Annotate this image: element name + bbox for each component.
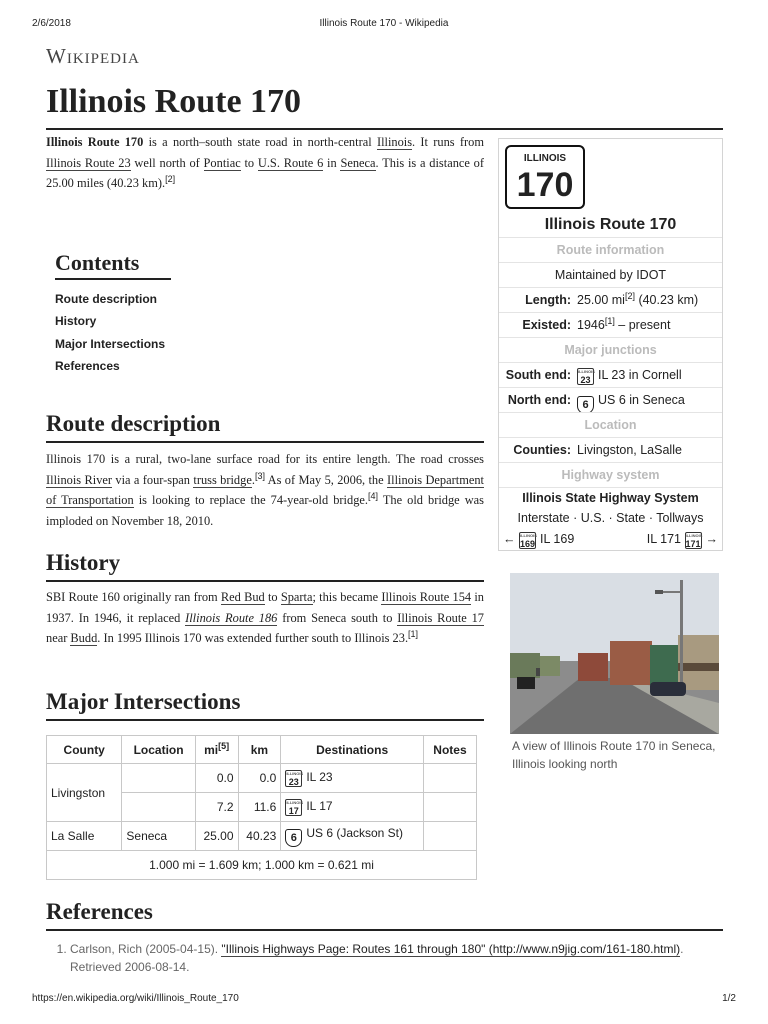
print-url: https://en.wikipedia.org/wiki/Illinois_Route_170 — [32, 993, 239, 1004]
page-title: Illinois Route 170 — [46, 82, 723, 130]
link-il154[interactable]: Illinois Route 154 — [381, 590, 472, 604]
il-23-shield-icon[interactable]: ILLINOIS 23 — [578, 369, 595, 385]
existed-value: 1946 — [577, 318, 605, 332]
cell-notes — [423, 822, 476, 851]
prev-route-link[interactable] — [503, 528, 574, 550]
rd-text-3: . — [251, 472, 255, 487]
cell-mi: 0.0 — [195, 764, 238, 793]
infobox-existed-row — [499, 312, 722, 337]
existed-rest: – present — [614, 318, 671, 332]
cell-km: 40.23 — [238, 822, 281, 851]
heading-history: History — [46, 549, 484, 582]
counties-value[interactable]: Livingston, LaSalle — [577, 443, 682, 457]
dest-label[interactable]: IL 23 — [306, 769, 333, 784]
link-seneca[interactable]: Seneca — [340, 155, 376, 170]
print-title: Illinois Route 170 - Wikipedia — [319, 18, 449, 29]
existed-value-group — [577, 313, 722, 337]
heading-route-description: Route description — [46, 410, 484, 443]
hist-text-3: ; this became — [312, 590, 382, 604]
infobox-system-header[interactable]: Highway system — [499, 462, 722, 487]
link-budd[interactable]: Budd — [70, 631, 98, 645]
toc-title: Contents — [55, 250, 171, 280]
ref-end: . — [680, 942, 684, 956]
table-of-contents — [55, 250, 171, 377]
il-169-shield-icon: ILLINOIS 169 — [519, 533, 537, 549]
toc-item-route-description[interactable]: Route description — [55, 292, 158, 306]
heading-references: References — [46, 898, 723, 931]
existed-cite[interactable]: [1] — [604, 315, 615, 326]
wikipedia-wordmark[interactable]: Wikipedia — [46, 44, 140, 68]
il-171-shield-icon: ILLINOIS 171 — [685, 533, 703, 549]
hist-text-5: from Seneca south to — [277, 610, 398, 625]
table-footer-row — [47, 851, 477, 880]
cell-mi: 7.2 — [195, 793, 238, 822]
prev-shield-number: 169 — [519, 539, 536, 549]
heading-major-intersections: Major Intersections — [46, 688, 484, 721]
prev-arrow-icon: ← — [503, 532, 516, 546]
hist-text-4: in 1937. In 1946, it replaced — [46, 590, 484, 625]
intersections-table — [46, 735, 477, 880]
link-idot[interactable]: Illinois Department of Transportation — [46, 472, 484, 507]
infobox-length-row — [499, 287, 722, 312]
col-mi-label: mi — [204, 742, 219, 757]
next-shield-number: 171 — [685, 539, 701, 549]
dest-label[interactable]: IL 17 — [306, 798, 333, 813]
table-row — [47, 764, 477, 793]
cell-location — [122, 793, 195, 822]
print-date: 2/6/2018 — [32, 18, 71, 29]
length-value: 25.00 mi — [577, 293, 625, 307]
link-illinois[interactable]: Illinois — [376, 135, 413, 149]
intro-text-3: well north of — [130, 155, 204, 170]
shield-route-number: 170 — [516, 166, 574, 204]
south-end-label: South end: — [505, 368, 571, 382]
dest-shield-number: 17 — [288, 805, 299, 816]
col-location: Location — [122, 736, 195, 764]
shield-state-label: ILLINOIS — [523, 153, 567, 164]
rd-text-2: via a four-span — [112, 472, 194, 487]
north-end-value[interactable]: US 6 in Seneca — [598, 393, 685, 407]
cell-location[interactable]: Seneca — [122, 822, 195, 851]
intro-paragraph — [46, 132, 484, 194]
citation-2[interactable]: [2] — [165, 173, 176, 184]
existed-label: Existed: — [522, 318, 571, 332]
prev-route-label: IL 169 — [539, 532, 575, 546]
cell-destination — [281, 793, 424, 822]
reference-item — [70, 940, 726, 976]
infobox-junctions-header[interactable]: Major junctions — [499, 337, 722, 362]
infobox-location-header[interactable]: Location — [499, 412, 722, 437]
route-description-paragraph — [46, 449, 484, 531]
hist-text-1: SBI Route 160 originally ran from — [46, 590, 221, 604]
col-km: km — [238, 736, 281, 764]
history-paragraph — [46, 587, 484, 649]
citation-1[interactable]: [1] — [408, 628, 419, 639]
rd-text-5: is looking to replace the 74-year-old bridge. — [133, 493, 368, 507]
next-route-link[interactable] — [647, 528, 718, 550]
photo-illustration — [510, 573, 719, 734]
infobox-route-name: Illinois Route 170 — [544, 216, 677, 233]
link-us6[interactable]: U.S. Route 6 — [257, 155, 324, 170]
intro-text-4: to — [240, 155, 258, 170]
ref-link[interactable]: "Illinois Highways Page: Routes 161 through 180" (http://www.n9jig.com/161-180.html) — [221, 942, 681, 956]
cell-location — [122, 764, 195, 793]
hist-text-6: near — [46, 631, 71, 645]
infobox-system-links[interactable]: Interstate · U.S. · State · Tollways — [517, 511, 704, 525]
col-mi-cite[interactable]: [5] — [218, 740, 230, 751]
link-sparta[interactable]: Sparta — [280, 590, 313, 604]
infobox-system-name[interactable]: Illinois State Highway System — [499, 487, 722, 508]
toc-item-references[interactable]: References — [55, 358, 120, 373]
link-pontiac[interactable]: Pontiac — [203, 155, 241, 170]
next-route-label: IL 171 — [646, 532, 682, 546]
toc-item-major-intersections[interactable]: Major Intersections — [55, 336, 166, 351]
il-17-shield-icon[interactable]: ILLINOIS 17 — [286, 799, 304, 816]
link-il17[interactable]: Illinois Route 17 — [397, 610, 485, 625]
table-header-row — [47, 736, 477, 764]
ref-author: Carlson, Rich (2005-04-15). — [70, 942, 222, 956]
next-arrow-icon: → — [705, 532, 718, 546]
infobox-south-end-row — [499, 362, 722, 387]
cell-notes — [423, 793, 476, 822]
north-end-value-group — [577, 388, 722, 412]
conversion-note: 1.000 mi = 1.609 km; 1.000 km = 0.621 mi — [47, 851, 477, 880]
intro-text-6: . This is a distance of 25.00 miles (40.23 km). — [46, 155, 484, 190]
cell-notes — [423, 764, 476, 793]
intro-text-1: is a north–south state road in north-central — [143, 135, 377, 149]
south-end-value[interactable]: IL 23 in Cornell — [598, 368, 682, 382]
length-value-group — [577, 288, 722, 312]
us-6-shield-icon[interactable]: 6 — [577, 396, 594, 412]
col-destinations: Destinations — [281, 736, 424, 764]
table-row — [47, 822, 477, 851]
link-il23[interactable]: Illinois Route 23 — [46, 155, 131, 170]
infobox-shield-area — [499, 139, 722, 213]
length-label: Length: — [525, 293, 571, 307]
cell-county[interactable]: La Salle — [47, 822, 122, 851]
infobox-north-end-row — [499, 387, 722, 412]
infobox-route-info-header[interactable]: Route information — [499, 237, 722, 262]
south-shield-number: 23 — [580, 375, 591, 385]
references-list — [56, 940, 726, 976]
cell-destination — [281, 764, 424, 793]
cell-destination — [281, 822, 424, 851]
intro-text-5: in — [323, 155, 341, 170]
il-170-shield-icon — [505, 145, 585, 209]
counties-label: Counties: — [513, 443, 571, 457]
rd-text-6: The old bridge was imploded on November 18, 2010. — [46, 493, 484, 528]
cell-km: 0.0 — [238, 764, 281, 793]
citation-4[interactable]: [4] — [367, 490, 378, 501]
infobox-route-nav — [499, 528, 722, 550]
dest-shield-number: 23 — [288, 776, 299, 787]
col-notes: Notes — [423, 736, 476, 764]
north-end-label: North end: — [507, 393, 571, 407]
citation-3[interactable]: [3] — [254, 470, 265, 481]
us-6-shield-icon[interactable]: 6 — [285, 829, 302, 847]
toc-item-history[interactable]: History — [55, 314, 97, 329]
hist-text-7: . In 1995 Illinois 170 was extended further south to Illinois 23. — [97, 631, 409, 645]
length-cite[interactable]: [2] — [624, 290, 635, 301]
link-il186[interactable]: Illinois Route 186 — [185, 610, 278, 625]
hist-text-2: to — [264, 590, 281, 604]
intro-text-2: . It runs from — [412, 135, 484, 149]
print-page-number: 1/2 — [722, 993, 736, 1004]
photo-caption: A view of Illinois Route 170 in Seneca, Illinois looking north — [512, 739, 716, 771]
dest-label[interactable]: US 6 (Jackson St) — [306, 825, 404, 840]
seneca-street-photo[interactable] — [510, 573, 719, 734]
rd-text-4: As of May 5, 2006, the — [264, 472, 387, 487]
col-county: County — [47, 736, 122, 764]
link-illinois-river[interactable]: Illinois River — [46, 472, 113, 487]
cell-km: 11.6 — [238, 793, 281, 822]
link-truss-bridge[interactable]: truss bridge — [193, 472, 252, 487]
infobox — [498, 138, 723, 551]
infobox-maintained: Maintained by IDOT — [499, 262, 722, 287]
link-red-bud[interactable]: Red Bud — [220, 590, 265, 604]
ref-retrieved: Retrieved 2006-08-14. — [70, 960, 190, 974]
cell-county[interactable]: Livingston — [47, 764, 122, 822]
infobox-counties-row — [499, 437, 722, 462]
length-km: (40.23 km) — [634, 293, 699, 307]
cell-mi: 25.00 — [195, 822, 238, 851]
col-mi — [195, 736, 238, 764]
il-23-shield-icon[interactable]: ILLINOIS 23 — [286, 770, 304, 787]
rd-text-1: Illinois 170 is a rural, two-lane surface road for its entire length. The road crosses — [46, 452, 484, 466]
intro-bold-name: Illinois Route 170 — [46, 135, 144, 149]
south-end-value-group — [577, 363, 722, 387]
